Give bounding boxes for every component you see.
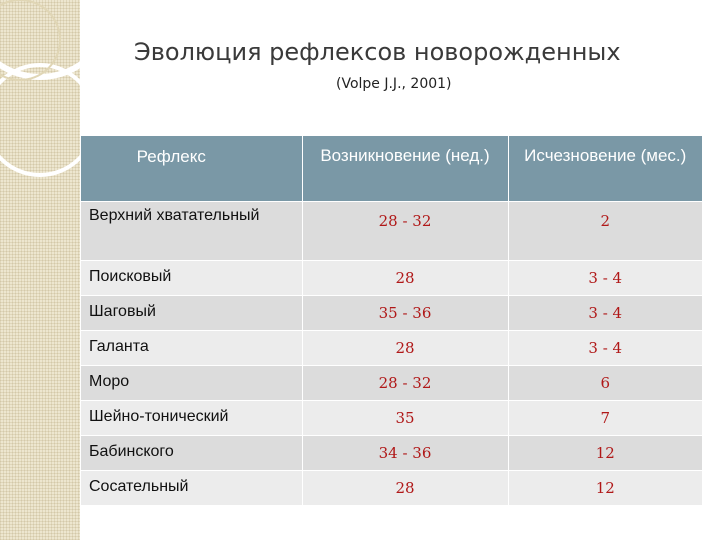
reflex-name-cell: Галанта — [81, 331, 302, 366]
reflex-name-cell: Шейно-тонический — [81, 401, 302, 436]
table-row — [81, 471, 702, 506]
reflex-name-cell: Сосательный — [81, 471, 302, 506]
onset-cell: 35 — [302, 401, 508, 436]
disappearance-cell: 2 — [508, 202, 702, 261]
table-row — [81, 366, 702, 401]
reflex-name-cell: Моро — [81, 366, 302, 401]
onset-cell: 34 - 36 — [302, 436, 508, 471]
onset-cell: 35 - 36 — [302, 296, 508, 331]
slide-title: Эволюция рефлексов новорожденных — [134, 38, 621, 66]
disappearance-cell: 6 — [508, 366, 702, 401]
table-header-row — [81, 136, 702, 202]
table-row — [81, 401, 702, 436]
disappearance-cell: 3 - 4 — [508, 331, 702, 366]
reflex-name-cell: Верхний хватательный — [81, 202, 302, 261]
table-row — [81, 296, 702, 331]
table-row — [81, 436, 702, 471]
onset-cell: 28 - 32 — [302, 366, 508, 401]
onset-cell: 28 — [302, 471, 508, 506]
disappearance-cell: 7 — [508, 401, 702, 436]
onset-cell: 28 — [302, 331, 508, 366]
table-row — [81, 331, 702, 366]
disappearance-cell: 12 — [508, 436, 702, 471]
disappearance-cell: 3 - 4 — [508, 296, 702, 331]
reflex-name-cell: Шаговый — [81, 296, 302, 331]
onset-cell: 28 - 32 — [302, 202, 508, 261]
disappearance-cell: 12 — [508, 471, 702, 506]
column-header-onset: Возникновение (нед.) — [302, 136, 508, 202]
table-row — [81, 261, 702, 296]
disappearance-cell: 3 - 4 — [508, 261, 702, 296]
reflex-name-cell: Поисковый — [81, 261, 302, 296]
column-header-disappearance: Исчезновение (мес.) — [508, 136, 702, 202]
onset-cell: 28 — [302, 261, 508, 296]
slide-subtitle: (Volpe J.J., 2001) — [336, 76, 452, 92]
reflex-table — [81, 136, 702, 505]
column-header-reflex: Рефлекс — [81, 136, 302, 202]
table-row — [81, 202, 702, 261]
reflex-name-cell: Бабинского — [81, 436, 302, 471]
